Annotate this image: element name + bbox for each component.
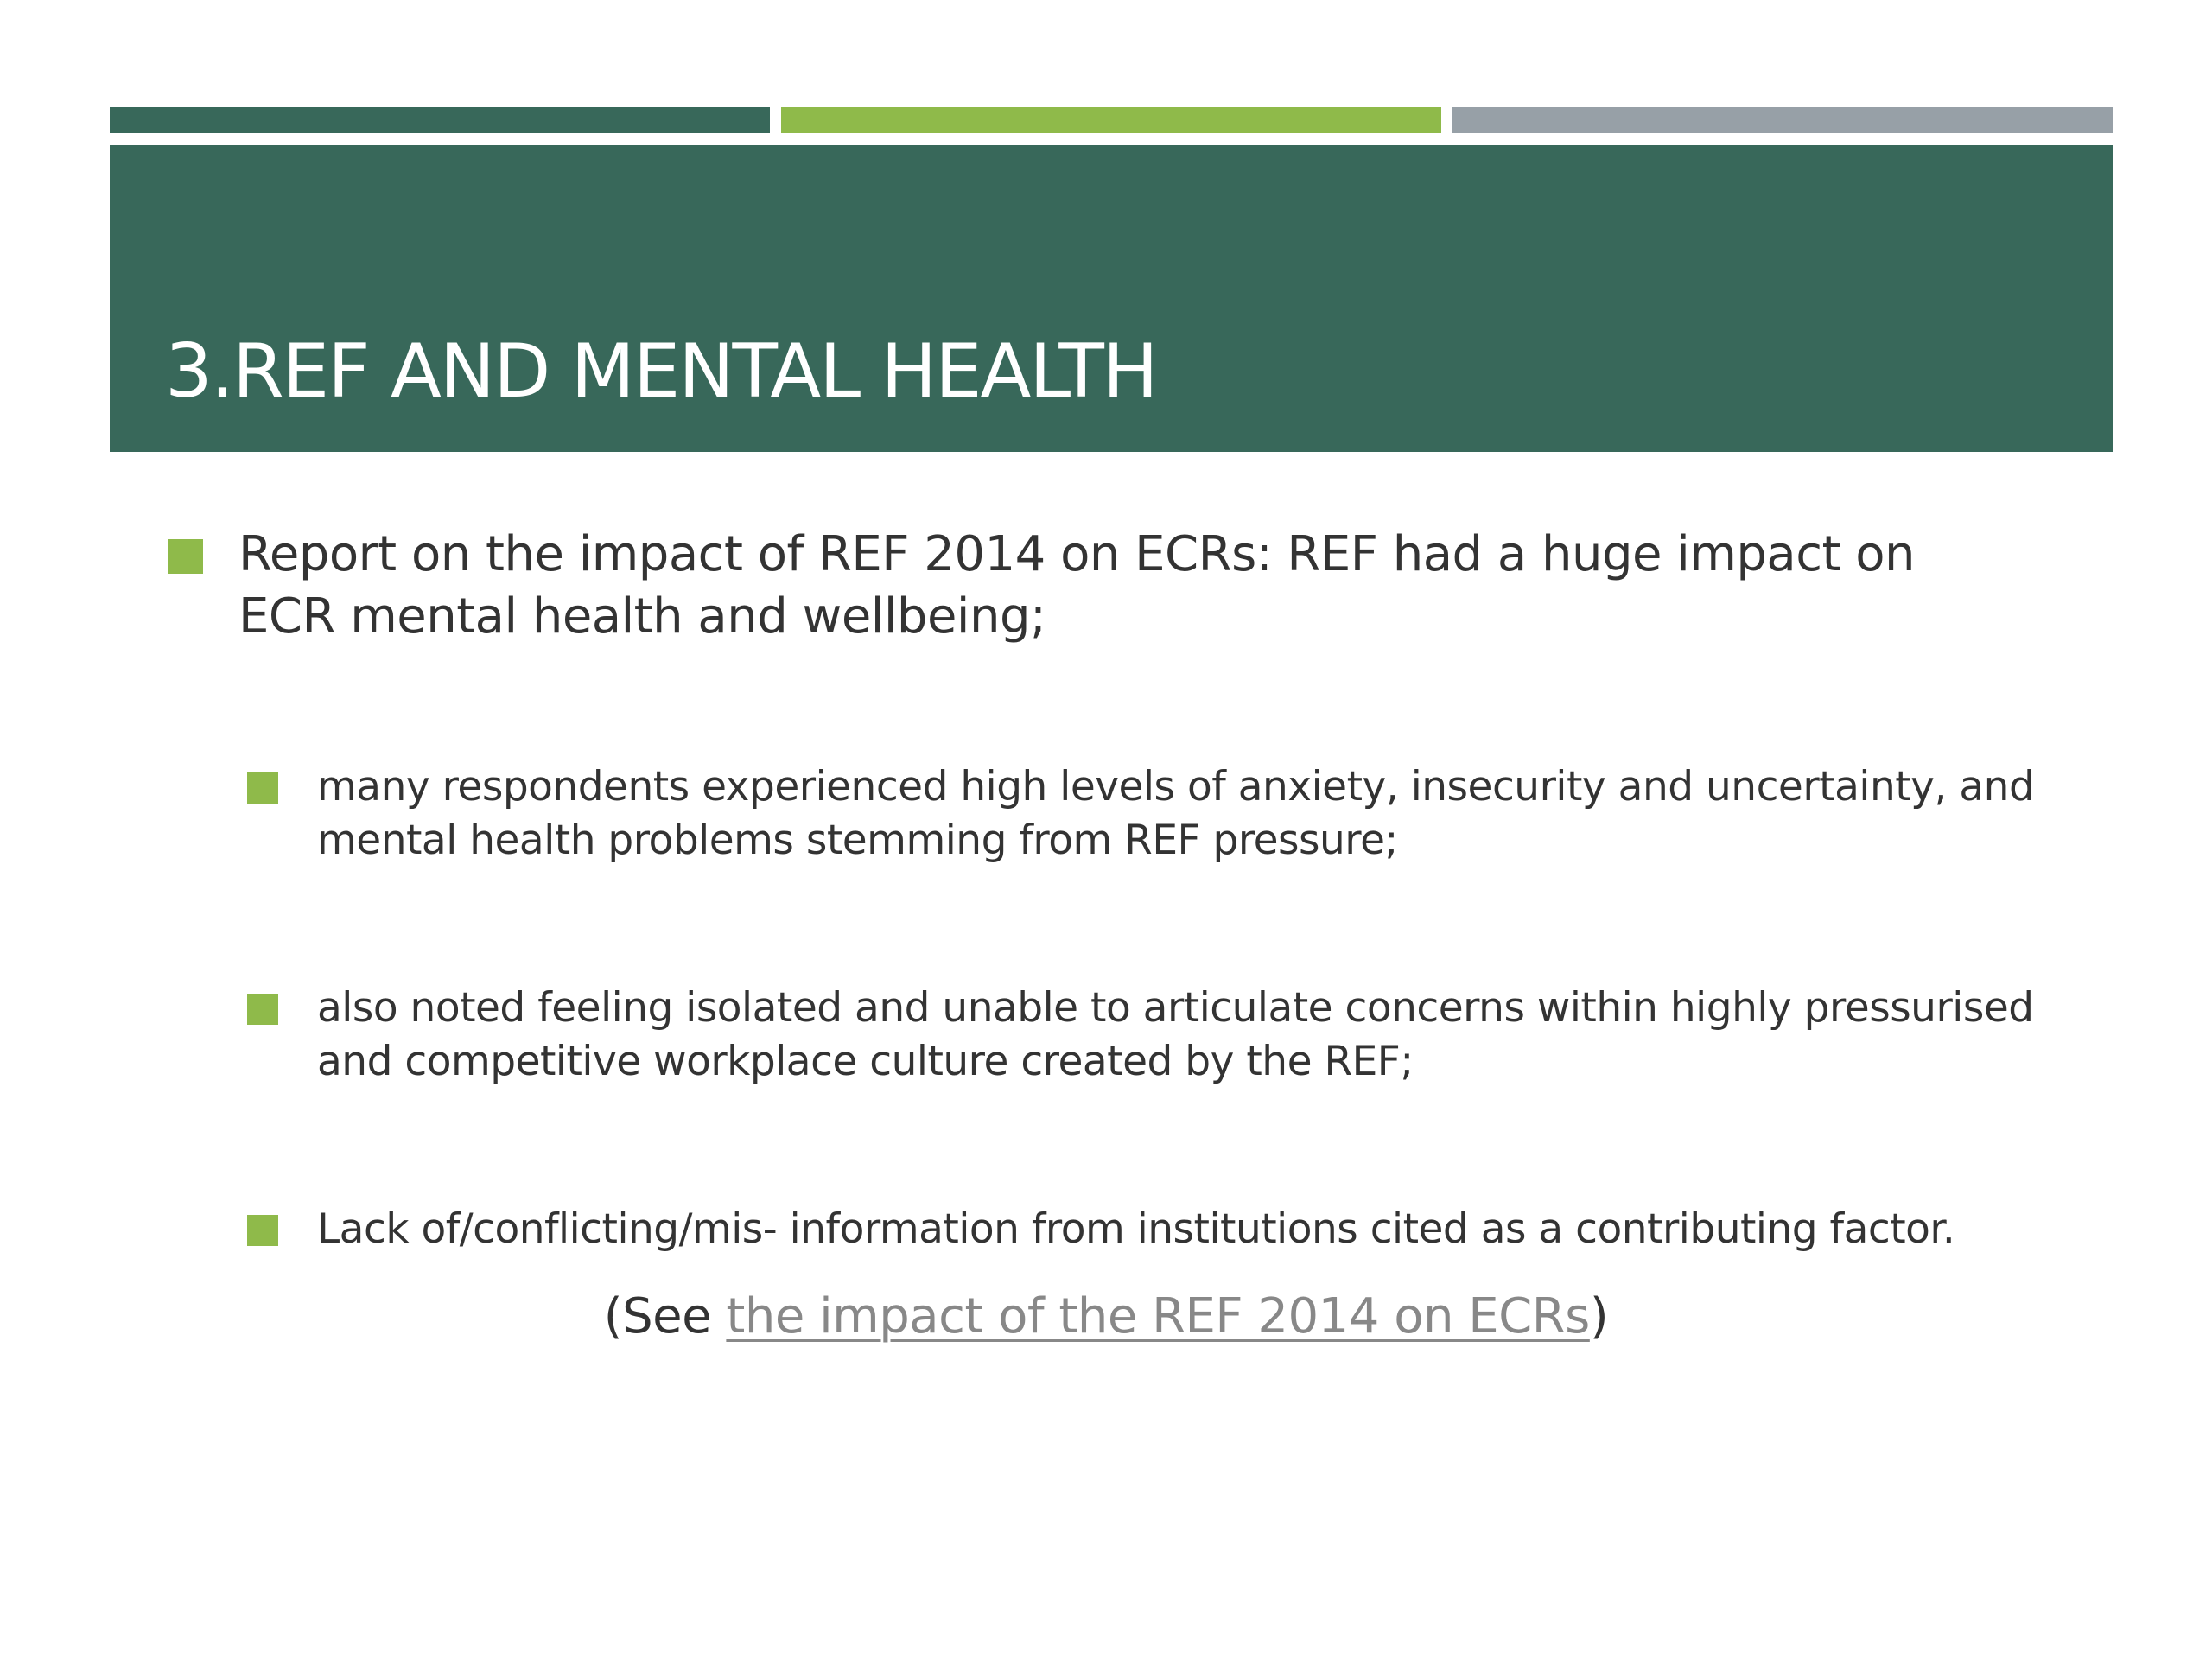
reference-suffix: ) xyxy=(1589,1288,1609,1344)
accent-bar-gray xyxy=(1452,107,2113,133)
square-bullet-icon xyxy=(247,994,278,1025)
sub-bullet-isolation xyxy=(247,982,2044,1089)
sub-bullet-text: Lack of/conflicting/mis- information from institutions cited as a contributing factor. xyxy=(317,1205,1955,1253)
accent-bar-dark-green xyxy=(110,107,770,133)
square-bullet-icon xyxy=(168,539,203,574)
slide-title: 3.REF AND MENTAL HEALTH xyxy=(165,328,1157,415)
title-band xyxy=(110,145,2113,452)
bullet-main xyxy=(168,524,2026,648)
reference-line xyxy=(0,1286,2212,1348)
sub-bullet-anxiety xyxy=(247,760,2044,868)
reference-prefix: (See xyxy=(603,1288,727,1344)
sub-bullet-text: many respondents experienced high levels of anxiety, insecurity and uncertainty, and mental health problems stemming from REF pressure; xyxy=(317,763,2035,864)
square-bullet-icon xyxy=(247,1215,278,1246)
sub-bullet-information xyxy=(247,1203,2044,1256)
sub-bullet-text: also noted feeling isolated and unable to articulate concerns within highly pressurised and competitive workplace culture created by the REF; xyxy=(317,984,2034,1085)
square-bullet-icon xyxy=(247,772,278,804)
reference-link[interactable]: the impact of the REF 2014 on ECRs xyxy=(726,1288,1590,1344)
accent-bar-light-green xyxy=(781,107,1441,133)
bullet-main-text: Report on the impact of REF 2014 on ECRs: REF had a huge impact on ECR mental health and wellbeing; xyxy=(238,526,1916,645)
